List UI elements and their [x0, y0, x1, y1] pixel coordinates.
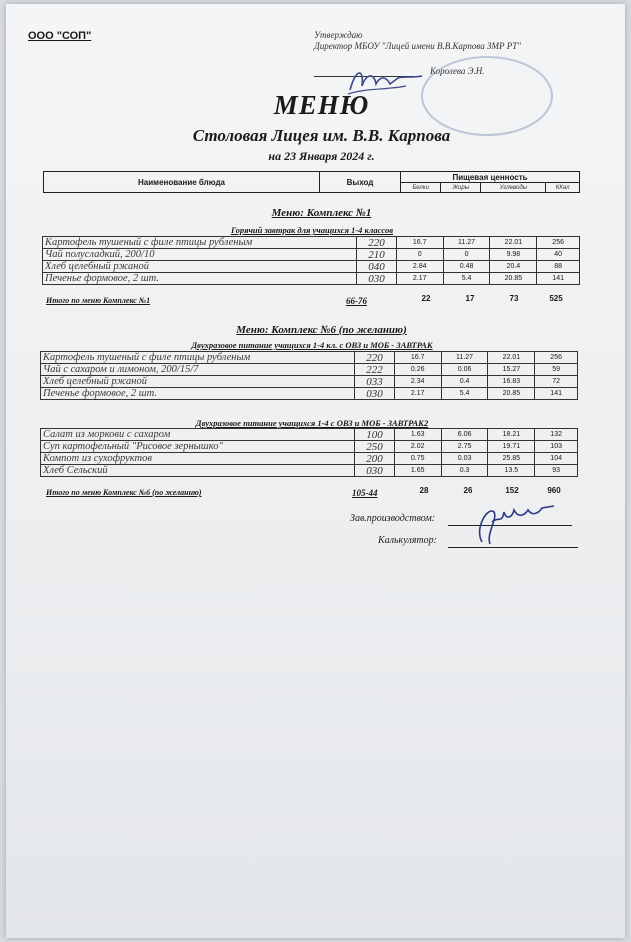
dish-name: Чай с сахаром и лимоном, 200/15/7: [41, 364, 355, 376]
dish-name: Хлеб Сельский: [41, 465, 355, 477]
dish-kcal: 141: [537, 273, 580, 285]
total-carbs: 152: [505, 486, 519, 495]
dish-output: 030: [357, 273, 397, 285]
dish-name: Суп картофельный "Рисовое зернышко": [41, 441, 355, 453]
dish-output: 030: [355, 388, 395, 400]
document-page: [6, 4, 625, 938]
table-row: [41, 453, 578, 465]
dish-fat: 0.03: [441, 453, 488, 465]
complex1-title: Меню: Комплекс №1: [271, 207, 372, 219]
dish-protein: 1.63: [394, 429, 441, 441]
table-header: [43, 171, 580, 193]
total-kcal: 960: [547, 486, 561, 495]
dish-carbs: 15.27: [488, 364, 535, 376]
table-row: [41, 364, 578, 376]
dish-output: 220: [357, 237, 397, 249]
complex6-group1-title: Двухразовое питание учащихся 1-4 кл. с ОВЗ и МОБ - ЗАВТРАК: [191, 340, 433, 350]
total-label: Итого по меню Комплекс №6 (по желанию): [46, 488, 202, 497]
dish-name: Печенье формовое, 2 шт.: [41, 388, 355, 400]
total-output: 66-76: [346, 296, 367, 306]
complex1-table: [42, 236, 580, 285]
dish-output: 222: [355, 364, 395, 376]
dish-output: 220: [355, 352, 395, 364]
approve-label: Утверждаю: [314, 30, 363, 40]
dish-kcal: 256: [535, 352, 578, 364]
dish-carbs: 20.85: [490, 273, 537, 285]
dish-fat: 0.3: [441, 465, 488, 477]
table-row: [41, 388, 578, 400]
dish-protein: 2.17: [394, 388, 441, 400]
dish-fat: 2.75: [441, 441, 488, 453]
approve-name: Королева Э.Н.: [430, 66, 485, 76]
dish-carbs: 20.4: [490, 261, 537, 273]
dish-kcal: 40: [537, 249, 580, 261]
dish-carbs: 22.01: [490, 237, 537, 249]
dish-kcal: 72: [535, 376, 578, 388]
total-kcal: 525: [549, 294, 563, 303]
complex1-total: [46, 296, 586, 308]
handwritten-signature: [468, 498, 560, 548]
col-name-header: Наименование блюда: [44, 172, 320, 193]
dish-name: Хлеб целебный ржаной: [41, 376, 355, 388]
dish-output: 100: [355, 429, 395, 441]
dish-fat: 11.27: [441, 352, 488, 364]
dish-name: Картофель тушеный с филе птицы рубленым: [41, 352, 355, 364]
dish-output: 200: [355, 453, 395, 465]
approve-position: Директор МБОУ "Лицей имени В.В.Карпова ЗМР РТ": [314, 41, 521, 51]
dish-carbs: 9.98: [490, 249, 537, 261]
dish-fat: 0: [443, 249, 490, 261]
table-row: [43, 273, 580, 285]
dish-carbs: 22.01: [488, 352, 535, 364]
dish-output: 033: [355, 376, 395, 388]
organization-name: ООО "СОП": [28, 30, 92, 42]
total-fat: 26: [463, 486, 473, 495]
total-output: 105-44: [352, 488, 378, 498]
col-output-header: Выход: [320, 172, 401, 193]
dish-protein: 0: [396, 249, 443, 261]
dish-protein: 2.17: [396, 273, 443, 285]
table-row: [41, 429, 578, 441]
complex6-title: Меню: Комплекс №6 (по желанию): [236, 324, 407, 336]
dish-carbs: 18.21: [488, 429, 535, 441]
col-fat-header: Жиры: [441, 183, 481, 193]
dish-carbs: 19.71: [488, 441, 535, 453]
page-title: МЕНЮ: [273, 90, 370, 120]
total-fat: 17: [465, 294, 475, 303]
dish-protein: 2.02: [394, 441, 441, 453]
dish-name: Печенье формовое, 2 шт.: [43, 273, 357, 285]
col-protein-header: Белки: [401, 183, 441, 193]
table-row: [41, 376, 578, 388]
page-subtitle: Столовая Лицея им. В.В. Карпова: [192, 126, 451, 145]
col-carbs-header: Углеводы: [481, 183, 546, 193]
dish-protein: 2.34: [394, 376, 441, 388]
dish-name: Чай полусладкий, 200/10: [43, 249, 357, 261]
total-protein: 28: [419, 486, 429, 495]
dish-fat: 0.4: [441, 376, 488, 388]
dish-name: Хлеб целебный ржаной: [43, 261, 357, 273]
dish-name: Салат из моркови с сахаром: [41, 429, 355, 441]
dish-kcal: 93: [535, 465, 578, 477]
dish-kcal: 103: [535, 441, 578, 453]
dish-kcal: 104: [535, 453, 578, 465]
dish-protein: 1.65: [394, 465, 441, 477]
dish-carbs: 25.85: [488, 453, 535, 465]
complex6-table2: [40, 428, 578, 477]
col-kcal-header: ККал: [546, 183, 580, 193]
dish-protein: 16.7: [394, 352, 441, 364]
dish-name: Картофель тушеный с филе птицы рубленым: [43, 237, 357, 249]
dish-fat: 5.4: [443, 273, 490, 285]
table-row: [43, 249, 580, 261]
dish-fat: 6.06: [441, 429, 488, 441]
table-row: [43, 261, 580, 273]
dish-kcal: 88: [537, 261, 580, 273]
dish-protein: 0.26: [394, 364, 441, 376]
table-row: [43, 237, 580, 249]
total-protein: 22: [421, 294, 431, 303]
dish-output: 040: [357, 261, 397, 273]
col-nutrition-header: Пищевая ценность: [401, 172, 580, 183]
complex6-group2-title: Двухразовое питание учащихся 1-4 с ОВЗ и МОБ - ЗАВТРАК2: [195, 418, 429, 428]
dish-kcal: 132: [535, 429, 578, 441]
dish-carbs: 16.83: [488, 376, 535, 388]
dish-output: 030: [355, 465, 395, 477]
dish-kcal: 59: [535, 364, 578, 376]
menu-date: на 23 Января 2024 г.: [268, 149, 375, 163]
total-label: Итого по меню Комплекс №1: [46, 296, 151, 305]
table-row: [41, 465, 578, 477]
dish-kcal: 141: [535, 388, 578, 400]
dish-fat: 0.06: [441, 364, 488, 376]
dish-protein: 2.84: [396, 261, 443, 273]
calculator-label: Калькулятор:: [378, 535, 437, 546]
dish-fat: 11.27: [443, 237, 490, 249]
dish-output: 210: [357, 249, 397, 261]
dish-kcal: 256: [537, 237, 580, 249]
dish-fat: 5.4: [441, 388, 488, 400]
complex1-group-title: Горячий завтрак для учащихся 1-4 классов: [230, 225, 394, 235]
total-carbs: 73: [509, 294, 519, 303]
dish-name: Компот из сухофруктов: [41, 453, 355, 465]
complex6-table1: [40, 351, 578, 400]
dish-protein: 0.75: [394, 453, 441, 465]
table-row: [41, 352, 578, 364]
table-row: [41, 441, 578, 453]
dish-output: 250: [355, 441, 395, 453]
dish-carbs: 20.85: [488, 388, 535, 400]
production-label: Зав.производством:: [350, 513, 436, 524]
dish-fat: 0.48: [443, 261, 490, 273]
dish-protein: 16.7: [396, 237, 443, 249]
dish-carbs: 13.5: [488, 465, 535, 477]
